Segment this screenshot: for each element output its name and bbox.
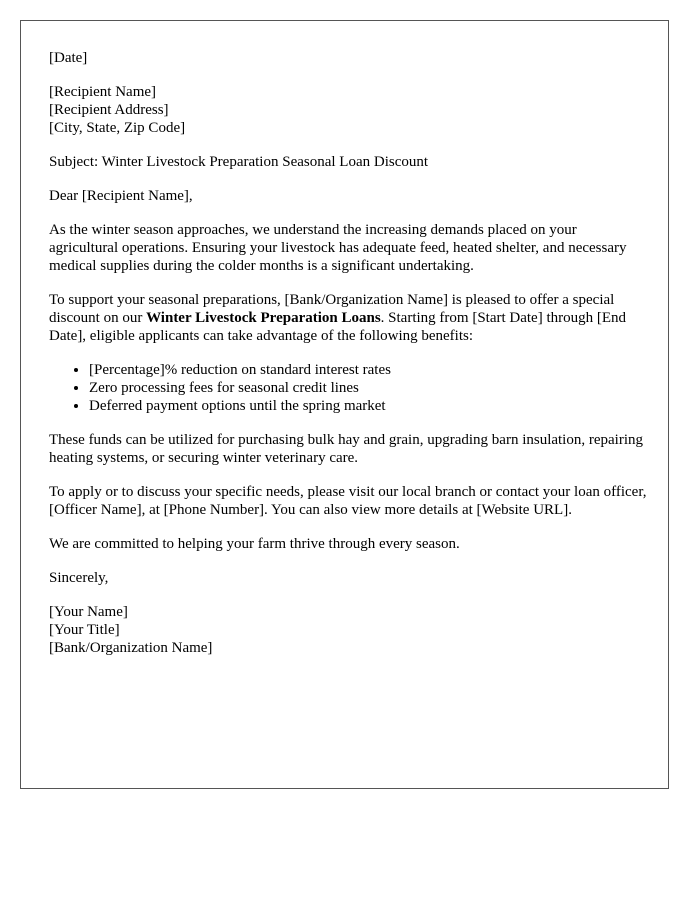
loan-product-name: Winter Livestock Preparation Loans: [146, 310, 381, 326]
paragraph-2-outro: . Starting from [Start Date] through [End Date], eligible applicants can take advantage of the following benefits:: [49, 310, 627, 344]
letter-page: [20, 20, 669, 789]
signature-block: [49, 603, 648, 657]
benefit-item: • [Percentage]% reduction on standard interest rates: [89, 361, 648, 379]
recipient-block: [49, 83, 648, 137]
body-paragraph-5: We are committed to helping your farm thrive through every season.: [49, 536, 460, 552]
body-paragraph-3: These funds can be utilized for purchasing bulk hay and grain, upgrading barn insulation, repairing heating systems, or securing winter veterinary care.: [49, 432, 643, 466]
body-paragraph-2: [49, 291, 648, 345]
body-paragraph-4: To apply or to discuss your specific needs, please visit our local branch or contact your loan officer, [Officer Name], at [Phone Number]. You can also view more details at [Website URL].: [49, 484, 647, 518]
recipient-name: [Recipient Name]: [49, 84, 157, 100]
signer-title: [Your Title]: [49, 622, 120, 638]
signer-organization: [Bank/Organization Name]: [49, 640, 213, 656]
letter-salutation: Dear [Recipient Name],: [49, 188, 193, 204]
letter-subject: Subject: Winter Livestock Preparation Seasonal Loan Discount: [49, 154, 429, 170]
benefit-item: • Zero processing fees for seasonal credit lines: [89, 379, 648, 397]
paragraph-2-intro: To support your seasonal preparations, [Bank/Organization Name] is pleased to offer a special discount on our: [49, 292, 615, 326]
letter-closing: Sincerely,: [49, 570, 109, 586]
recipient-city-state-zip: [City, State, Zip Code]: [49, 120, 186, 136]
letter-date: [Date]: [49, 50, 88, 66]
signer-name: [Your Name]: [49, 604, 128, 620]
body-paragraph-1: As the winter season approaches, we understand the increasing demands placed on your agricultural operations. Ensuring your livestock has adequate feed, heated shelter, and necessary medical supplies during the colder months is a significant undertaking.: [49, 222, 627, 274]
benefits-list: [49, 361, 648, 415]
recipient-address: [Recipient Address]: [49, 102, 169, 118]
benefit-item: • Deferred payment options until the spring market: [89, 397, 648, 415]
